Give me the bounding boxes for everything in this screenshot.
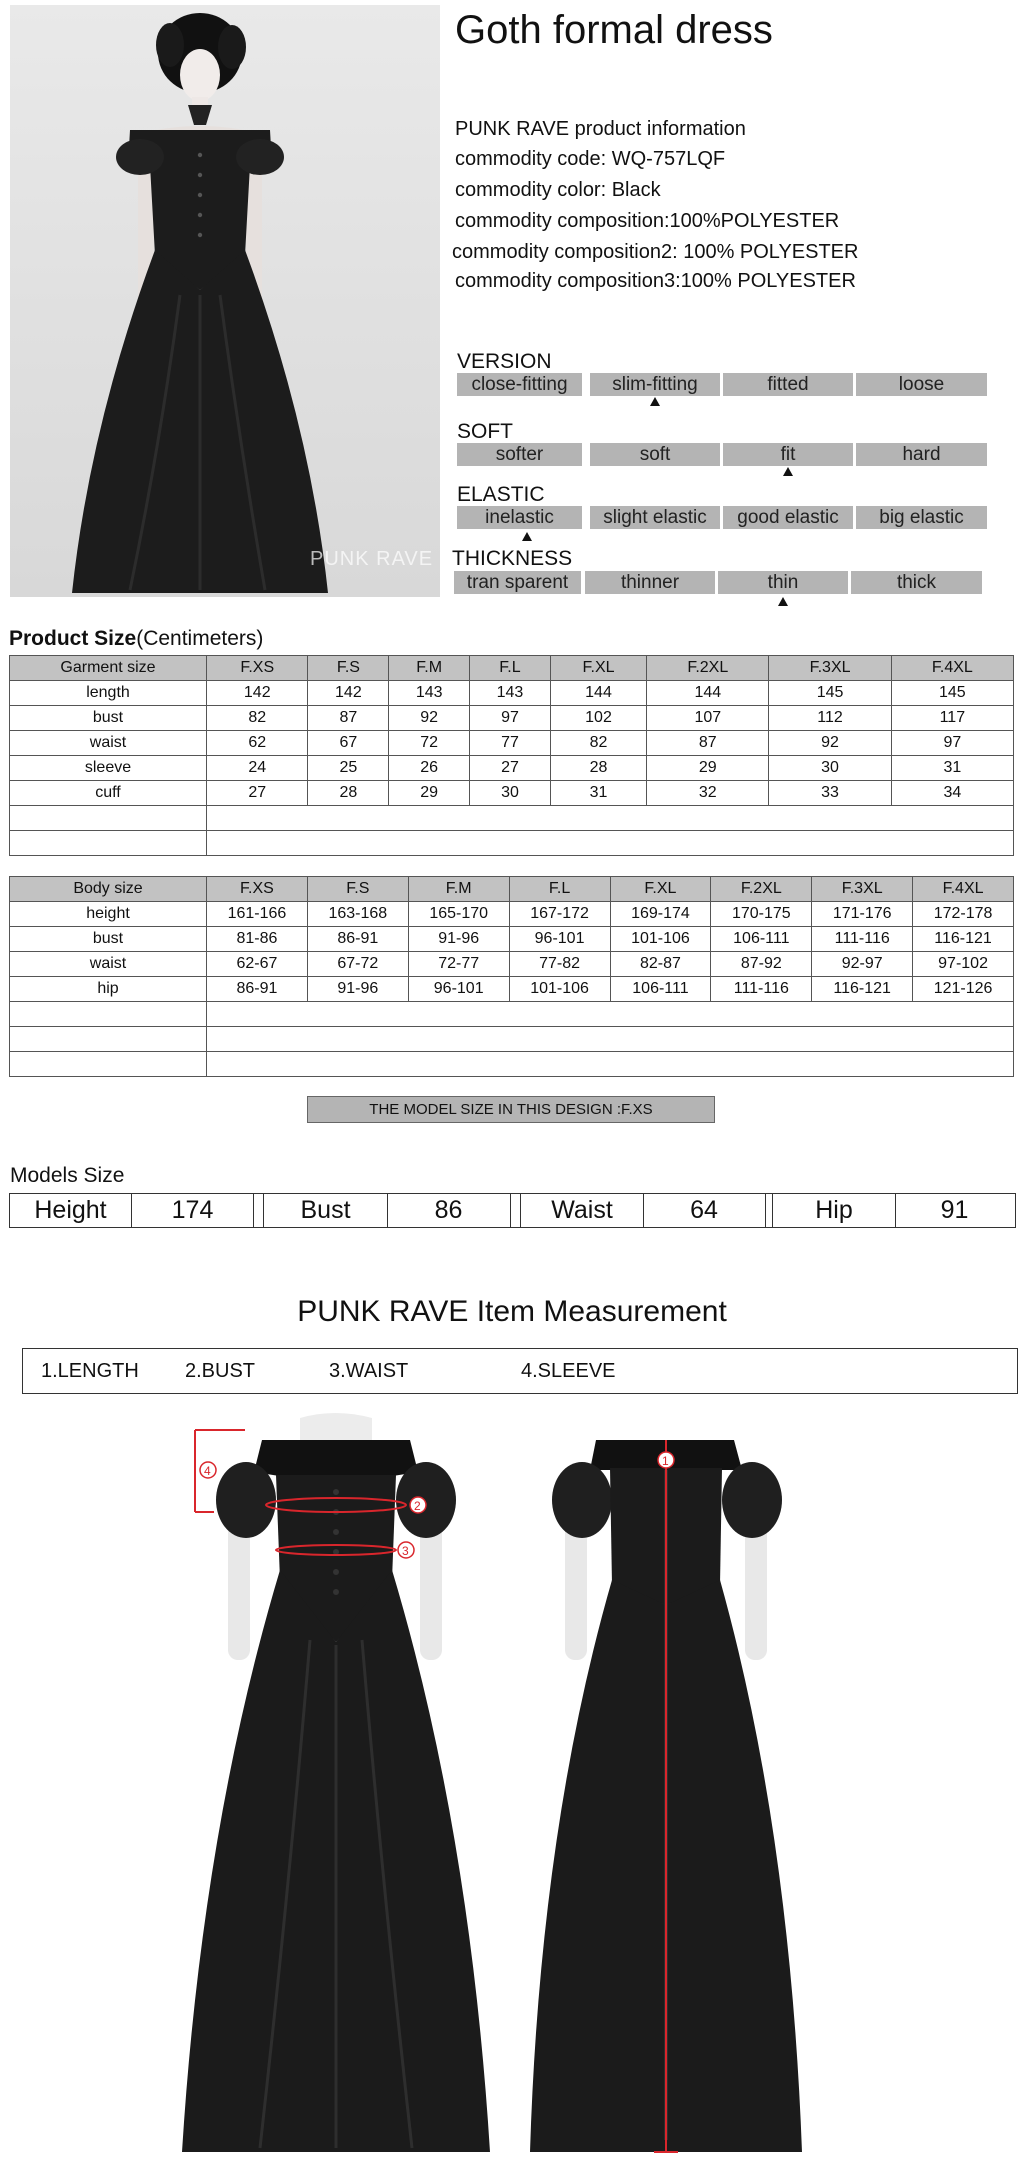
- table-cell: 96-101: [408, 977, 509, 1002]
- table-cell: 116-121: [812, 977, 913, 1002]
- size-column-header: F.XL: [550, 656, 646, 681]
- model-bust-label: Bust: [263, 1194, 388, 1227]
- table-cell: 81-86: [207, 927, 308, 952]
- thickness-scale: [0, 571, 1024, 596]
- soft-scale: [0, 443, 1024, 468]
- table-cell: 170-175: [711, 902, 812, 927]
- empty-row: [10, 806, 1014, 831]
- empty-row: [10, 1052, 1014, 1077]
- row-label: bust: [10, 706, 207, 731]
- measurement-label-bust: 2.BUST: [185, 1360, 256, 1382]
- row-label: sleeve: [10, 756, 207, 781]
- version-option: close-fitting: [457, 373, 582, 396]
- model-hip-value: 91: [940, 1196, 969, 1224]
- table-cell: 28: [550, 756, 646, 781]
- table-cell: 106-111: [610, 977, 711, 1002]
- version-label: VERSION: [457, 350, 552, 373]
- row-label: hip: [10, 977, 207, 1002]
- model-waist-value: 64: [643, 1194, 766, 1227]
- table-cell: 91-96: [408, 927, 509, 952]
- size-column-header: F.M: [389, 656, 470, 681]
- table-cell: 26: [389, 756, 470, 781]
- table-cell: 77: [470, 731, 551, 756]
- size-column-header: F.4XL: [891, 656, 1013, 681]
- table-cell: 163-168: [307, 902, 408, 927]
- table-cell: 62-67: [207, 952, 308, 977]
- commodity-color: commodity color: Black: [455, 179, 661, 201]
- thickness-selected-marker: [778, 597, 788, 606]
- empty-row: [10, 1002, 1014, 1027]
- size-column-header: F.S: [308, 656, 389, 681]
- measurement-label-sleeve: 4.SLEEVE: [521, 1360, 616, 1382]
- size-column-header: F.S: [307, 877, 408, 902]
- empty-row: [10, 831, 1014, 856]
- table-cell: 34: [891, 781, 1013, 806]
- table-cell: 82: [550, 731, 646, 756]
- table-cell: 82-87: [610, 952, 711, 977]
- info-header: PUNK RAVE product information: [455, 118, 746, 140]
- table-cell: 86-91: [307, 927, 408, 952]
- table-cell: 91-96: [307, 977, 408, 1002]
- thickness-option: thick: [851, 571, 982, 594]
- table-cell: 117: [891, 706, 1013, 731]
- size-column-header: F.XL: [610, 877, 711, 902]
- version-option: slim-fitting: [590, 373, 720, 396]
- table-cell: 145: [891, 681, 1013, 706]
- soft-label: SOFT: [457, 420, 513, 443]
- table-cell: 143: [470, 681, 551, 706]
- empty-row: [10, 1027, 1014, 1052]
- table-cell: 171-176: [812, 902, 913, 927]
- model-size-note: THE MODEL SIZE IN THIS DESIGN :F.XS: [307, 1096, 715, 1123]
- table-cell: 102: [550, 706, 646, 731]
- measurement-illustration: [0, 1400, 1024, 2175]
- dress-front-illustration: [182, 1413, 490, 2152]
- table-cell: 97: [470, 706, 551, 731]
- dress-back-illustration: [530, 1440, 802, 2152]
- table-cell: 33: [769, 781, 891, 806]
- table-row: [10, 927, 1014, 952]
- table-cell: 106-111: [711, 927, 812, 952]
- table-row: [10, 706, 1014, 731]
- table-cell: 28: [308, 781, 389, 806]
- table-cell: 87: [647, 731, 769, 756]
- model-height-value: 174: [132, 1194, 254, 1227]
- table-cell: 172-178: [913, 902, 1014, 927]
- table-cell: 24: [207, 756, 308, 781]
- size-column-header: F.L: [509, 877, 610, 902]
- table-cell: 144: [550, 681, 646, 706]
- thickness-option: thin: [718, 571, 848, 594]
- soft-option: softer: [457, 443, 582, 466]
- table-cell: 29: [647, 756, 769, 781]
- table-row: [10, 977, 1014, 1002]
- table-cell: 87-92: [711, 952, 812, 977]
- table-cell: 121-126: [913, 977, 1014, 1002]
- table-cell: 143: [389, 681, 470, 706]
- table-cell: 161-166: [207, 902, 308, 927]
- table-cell: 101-106: [509, 977, 610, 1002]
- elastic-selected-marker: [522, 532, 532, 541]
- table-cell: 167-172: [509, 902, 610, 927]
- size-column-header: F.L: [470, 656, 551, 681]
- table-cell: 30: [470, 781, 551, 806]
- measurement-title: PUNK RAVE Item Measurement: [297, 1295, 727, 1328]
- table-cell: 27: [207, 781, 308, 806]
- row-label: length: [10, 681, 207, 706]
- soft-selected-marker: [783, 467, 793, 476]
- marker-3: 3: [402, 1544, 409, 1558]
- soft-option: soft: [590, 443, 720, 466]
- table-cell: 31: [891, 756, 1013, 781]
- row-label: cuff: [10, 781, 207, 806]
- table-cell: 92-97: [812, 952, 913, 977]
- table-cell: 82: [207, 706, 308, 731]
- size-column-header: F.3XL: [769, 656, 891, 681]
- elastic-option: slight elastic: [590, 506, 720, 529]
- table-cell: 111-116: [812, 927, 913, 952]
- size-column-header: F.2XL: [647, 656, 769, 681]
- table-row: [10, 756, 1014, 781]
- garment-size-table: [9, 655, 1014, 856]
- table-cell: 97: [891, 731, 1013, 756]
- size-column-header: F.M: [408, 877, 509, 902]
- elastic-option: big elastic: [856, 506, 987, 529]
- body-size-table: [9, 876, 1014, 1077]
- marker-2: 2: [414, 1499, 421, 1513]
- commodity-composition-2: commodity composition2: 100% POLYESTER: [452, 241, 859, 263]
- models-size-bar: [9, 1193, 1016, 1228]
- marker-4: 4: [204, 1464, 211, 1478]
- table-cell: 27: [470, 756, 551, 781]
- version-scale: [0, 373, 1024, 398]
- size-column-header: F.XS: [207, 877, 308, 902]
- measurement-legend: [22, 1348, 1018, 1394]
- table-cell: 92: [769, 731, 891, 756]
- elastic-option: good elastic: [723, 506, 853, 529]
- marker-1: 1: [662, 1454, 669, 1468]
- model-height-label: Height: [10, 1194, 132, 1227]
- table-cell: 145: [769, 681, 891, 706]
- row-label: height: [10, 902, 207, 927]
- commodity-code: commodity code: WQ-757LQF: [455, 148, 726, 170]
- table-cell: 87: [308, 706, 389, 731]
- table-cell: 32: [647, 781, 769, 806]
- table-cell: 30: [769, 756, 891, 781]
- table-cell: 112: [769, 706, 891, 731]
- table-cell: 67-72: [307, 952, 408, 977]
- table-header: Garment size: [10, 656, 207, 681]
- watermark: PUNK RAVE: [310, 548, 434, 570]
- thickness-option: tran sparent: [454, 571, 581, 594]
- model-hip-label: Hip: [772, 1194, 896, 1227]
- size-column-header: F.XS: [207, 656, 308, 681]
- table-cell: 101-106: [610, 927, 711, 952]
- table-cell: 142: [207, 681, 308, 706]
- thickness-option: thinner: [585, 571, 715, 594]
- soft-option: fit: [723, 443, 853, 466]
- table-cell: 96-101: [509, 927, 610, 952]
- size-column-header: F.4XL: [913, 877, 1014, 902]
- row-label: bust: [10, 927, 207, 952]
- row-label: waist: [10, 731, 207, 756]
- table-row: [10, 781, 1014, 806]
- commodity-composition: commodity composition:100%POLYESTER: [455, 210, 840, 232]
- product-size-unit: (Centimeters): [136, 627, 264, 650]
- thickness-label: THICKNESS: [452, 547, 573, 570]
- table-cell: 25: [308, 756, 389, 781]
- models-size-title: Models Size: [10, 1164, 125, 1187]
- table-header: Body size: [10, 877, 207, 902]
- table-cell: 62: [207, 731, 308, 756]
- table-cell: 92: [389, 706, 470, 731]
- size-column-header: F.3XL: [812, 877, 913, 902]
- table-row: [10, 731, 1014, 756]
- table-cell: 72: [389, 731, 470, 756]
- table-row: [10, 681, 1014, 706]
- model-waist-label: Waist: [520, 1194, 644, 1227]
- measurement-label-length: 1.LENGTH: [41, 1360, 139, 1382]
- model-bust-value: 86: [387, 1194, 511, 1227]
- product-title: Goth formal dress: [455, 8, 773, 52]
- table-cell: 77-82: [509, 952, 610, 977]
- table-cell: 111-116: [711, 977, 812, 1002]
- table-cell: 31: [550, 781, 646, 806]
- elastic-option: inelastic: [457, 506, 582, 529]
- version-selected-marker: [650, 397, 660, 406]
- table-cell: 97-102: [913, 952, 1014, 977]
- table-cell: 67: [308, 731, 389, 756]
- table-cell: 86-91: [207, 977, 308, 1002]
- row-label: waist: [10, 952, 207, 977]
- size-column-header: F.2XL: [711, 877, 812, 902]
- table-row: [10, 902, 1014, 927]
- table-cell: 169-174: [610, 902, 711, 927]
- elastic-scale: [0, 506, 1024, 531]
- table-cell: 116-121: [913, 927, 1014, 952]
- table-cell: 144: [647, 681, 769, 706]
- soft-option: hard: [856, 443, 987, 466]
- version-option: fitted: [723, 373, 853, 396]
- commodity-composition-3: commodity composition3:100% POLYESTER: [455, 270, 856, 292]
- product-size-title: Product Size(Centimeters): [9, 627, 264, 650]
- version-option: loose: [856, 373, 987, 396]
- table-cell: 165-170: [408, 902, 509, 927]
- measurement-label-waist: 3.WAIST: [329, 1360, 409, 1382]
- table-cell: 107: [647, 706, 769, 731]
- table-row: [10, 952, 1014, 977]
- elastic-label: ELASTIC: [457, 483, 545, 506]
- table-cell: 72-77: [408, 952, 509, 977]
- table-cell: 142: [308, 681, 389, 706]
- table-cell: 29: [389, 781, 470, 806]
